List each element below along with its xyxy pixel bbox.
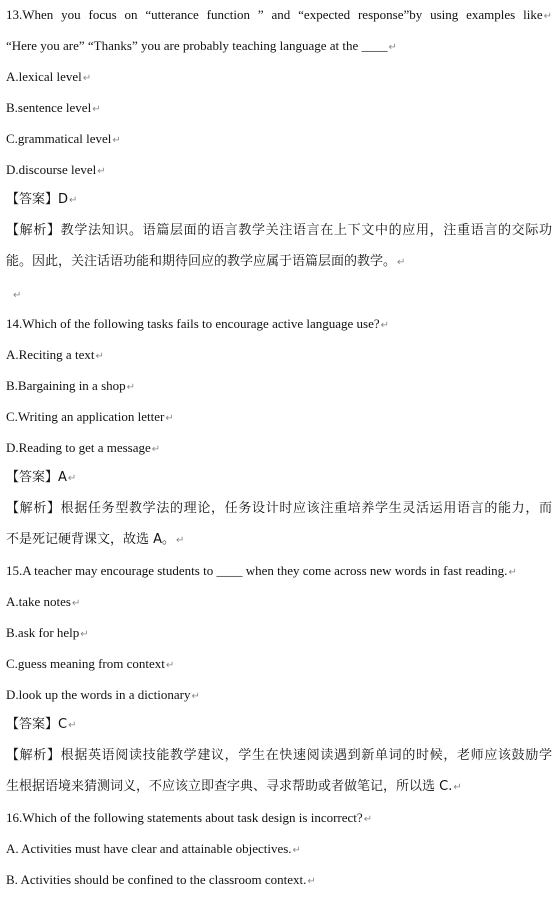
q13-analysis-line1: 【解析】教学法知识。语篇层面的语言教学关注语言在上下文中的应用，注重语言的交际功 bbox=[6, 223, 552, 238]
empty-paragraph bbox=[12, 285, 552, 305]
paragraph-mark-icon: ↵ bbox=[95, 351, 104, 362]
q16-option-a: A. Activities must have clear and attainable objectives.↵ bbox=[6, 841, 301, 856]
q13-stem-line1: 13.When you focus on “utterance function ” and “expected response”by using examples like↵ bbox=[6, 7, 552, 22]
paragraph-mark-icon: ↵ bbox=[508, 567, 517, 578]
q15-analysis-line2: 生根据语境来猜测词义，不应该立即查字典、寻求帮助或者做笔记，所以选 C.↵ bbox=[6, 779, 462, 794]
paragraph-mark-icon: ↵ bbox=[397, 257, 406, 268]
paragraph-mark-icon: ↵ bbox=[126, 382, 136, 393]
q14-option-a: A.Reciting a text↵ bbox=[6, 347, 104, 362]
paragraph-mark-icon: ↵ bbox=[69, 195, 78, 206]
q14-analysis-line1: 【解析】根据任务型教学法的理论，任务设计时应该注重培养学生灵活运用语言的能力，而 bbox=[6, 501, 552, 516]
q13-stem-line2: “Here you are” “Thanks” you are probably teaching language at the ____↵ bbox=[6, 38, 397, 53]
paragraph-mark-icon: ↵ bbox=[13, 290, 22, 301]
q14-option-b: B.Bargaining in a shop↵ bbox=[6, 378, 136, 393]
paragraph-mark-icon: ↵ bbox=[363, 814, 373, 825]
paragraph-mark-icon: ↵ bbox=[176, 535, 185, 546]
q16-option-b: B. Activities should be confined to the classroom context.↵ bbox=[6, 872, 316, 887]
q13-option-d: D.discourse level↵ bbox=[6, 162, 106, 177]
q16-stem: 16.Which of the following statements about task design is incorrect?↵ bbox=[6, 810, 373, 825]
q15-option-c: C.guess meaning from context↵ bbox=[6, 656, 175, 671]
q15-stem: 15.A teacher may encourage students to ____ when they come across new words in fast reading.↵ bbox=[6, 563, 517, 578]
paragraph-mark-icon: ↵ bbox=[543, 11, 552, 22]
paragraph-mark-icon: ↵ bbox=[292, 845, 301, 856]
q15-answer: 【答案】C↵ bbox=[6, 717, 77, 732]
q13-answer: 【答案】D↵ bbox=[6, 192, 78, 207]
q15-option-b: B.ask for help↵ bbox=[6, 625, 89, 640]
paragraph-mark-icon: ↵ bbox=[165, 660, 175, 671]
paragraph-mark-icon: ↵ bbox=[80, 629, 89, 640]
paragraph-mark-icon: ↵ bbox=[71, 598, 81, 609]
q15-analysis-line1: 【解析】根据英语阅读技能教学建议，学生在快速阅读遇到新单词的时候，老师应该鼓励学 bbox=[6, 748, 552, 763]
q13-option-b: B.sentence level↵ bbox=[6, 100, 101, 115]
paragraph-mark-icon: ↵ bbox=[82, 73, 92, 84]
paragraph-mark-icon: ↵ bbox=[151, 444, 161, 455]
q14-answer: 【答案】A↵ bbox=[6, 470, 77, 485]
q14-option-d: D.Reading to get a message↵ bbox=[6, 440, 161, 455]
q15-option-a: A.take notes↵ bbox=[6, 594, 81, 609]
paragraph-mark-icon: ↵ bbox=[380, 320, 390, 331]
paragraph-mark-icon: ↵ bbox=[191, 691, 200, 702]
paragraph-mark-icon: ↵ bbox=[307, 876, 316, 887]
q15-option-d: D.look up the words in a dictionary↵ bbox=[6, 687, 200, 702]
q13-analysis-line2: 能。因此，关注话语功能和期待回应的教学应属于语篇层面的教学。↵ bbox=[6, 254, 406, 269]
paragraph-mark-icon: ↵ bbox=[165, 413, 174, 424]
paragraph-mark-icon: ↵ bbox=[68, 720, 77, 731]
q13-option-c: C.grammatical level↵ bbox=[6, 131, 121, 146]
q14-stem: 14.Which of the following tasks fails to encourage active language use?↵ bbox=[6, 316, 390, 331]
paragraph-mark-icon: ↵ bbox=[92, 104, 101, 115]
paragraph-mark-icon: ↵ bbox=[388, 42, 397, 53]
paragraph-mark-icon: ↵ bbox=[97, 166, 106, 177]
q14-option-c: C.Writing an application letter↵ bbox=[6, 409, 174, 424]
paragraph-mark-icon: ↵ bbox=[112, 135, 121, 146]
paragraph-mark-icon: ↵ bbox=[453, 782, 462, 793]
paragraph-mark-icon: ↵ bbox=[67, 473, 77, 484]
q14-analysis-line2: 不是死记硬背课文，故选 A。↵ bbox=[6, 532, 185, 547]
q13-option-a: A.lexical level↵ bbox=[6, 69, 92, 84]
